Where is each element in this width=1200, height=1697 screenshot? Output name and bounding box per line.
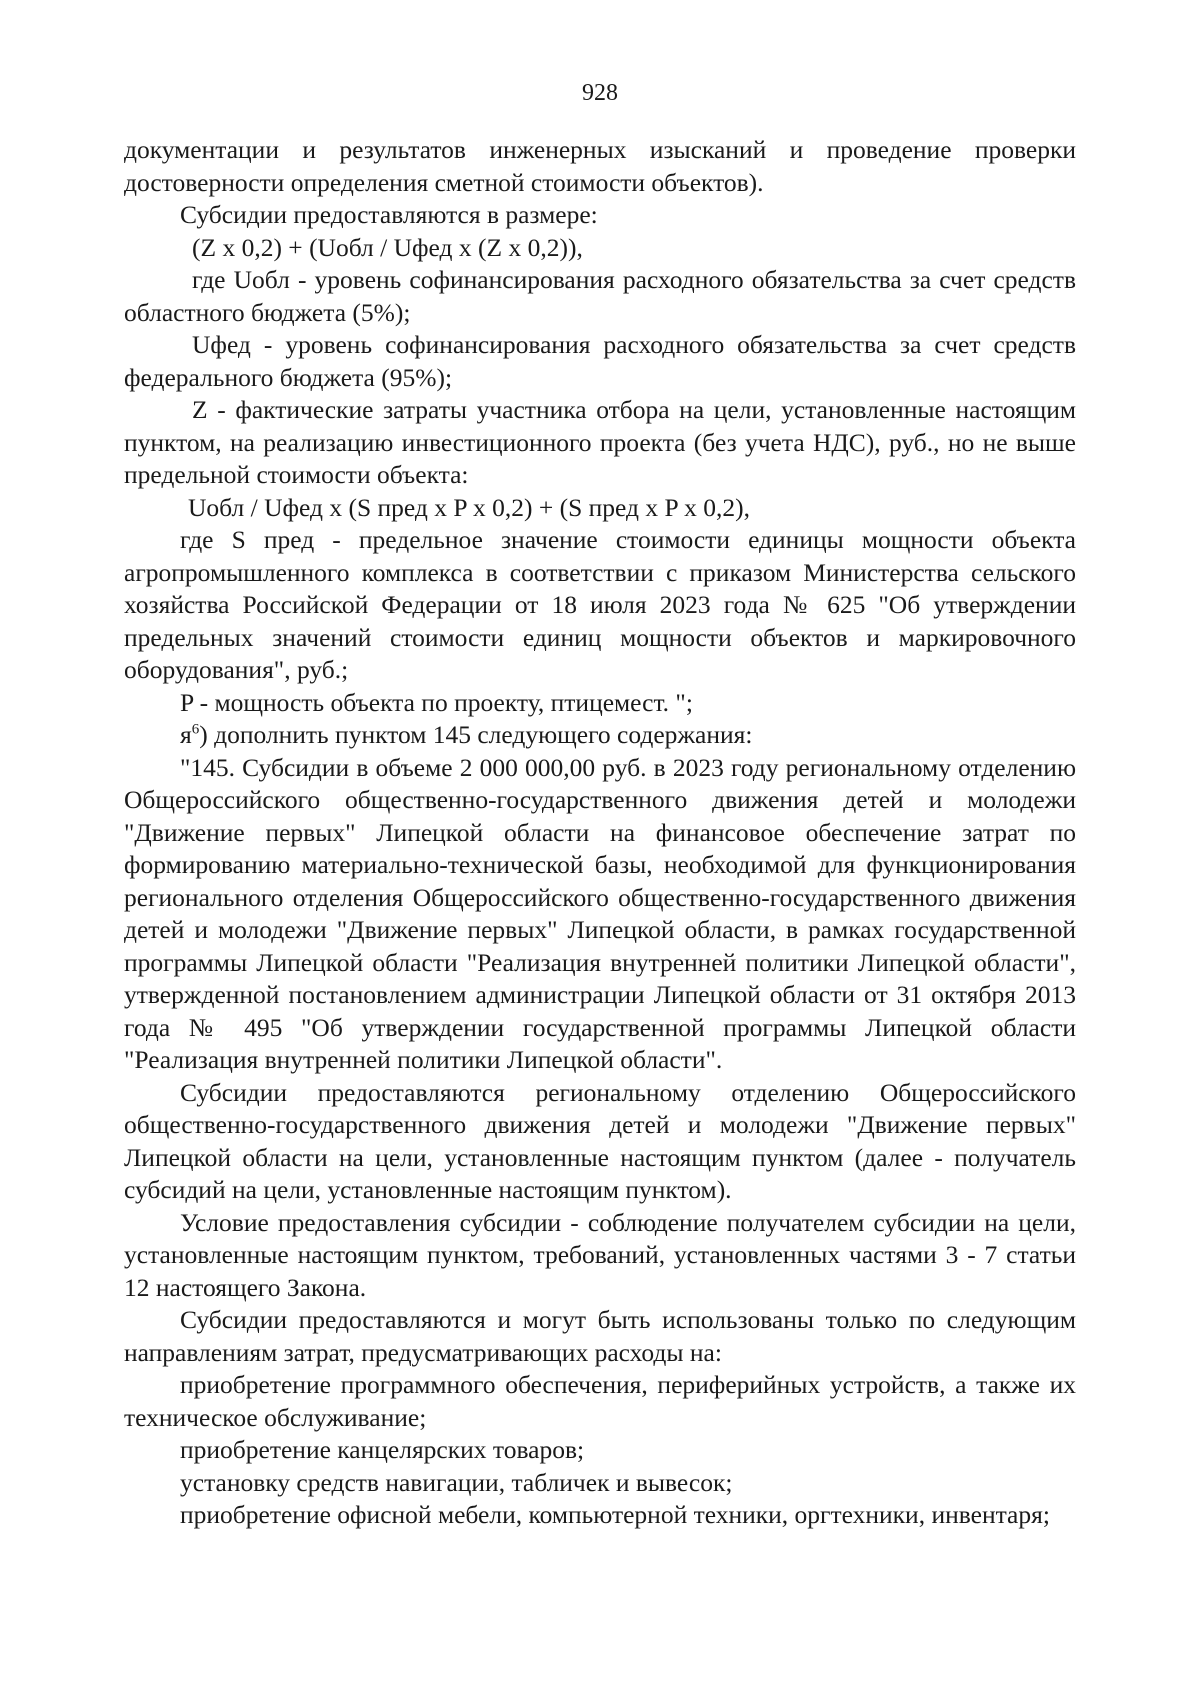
definition-p: P - мощность объекта по проекту, птицемест. ";: [180, 687, 693, 717]
definition-z: Z - фактические затраты участника отбора на цели, установленные настоящим пунктом, на реализацию инвестиционного проекта (без учета НДС), руб., но не выше предельной стоимости объекта:: [124, 395, 1076, 489]
amendment-letter: я: [180, 720, 192, 749]
definition-u-fed: Uфед - уровень софинансирования расходного обязательства за счет средств федерального бюджета (95%);: [124, 330, 1076, 392]
document-body: [124, 134, 1076, 1532]
definition-u-obl: где Uобл - уровень софинансирования расходного обязательства за счет средств областного бюджета (5%);: [124, 265, 1076, 327]
list-item-furniture: приобретение офисной мебели, компьютерной техники, оргтехники, инвентаря;: [180, 1500, 1050, 1529]
page-number: 928: [582, 80, 618, 106]
paragraph-condition: Условие предоставления субсидии - соблюдение получателем субсидии на цели, установленные настоящим пунктом, требований, установленных частями 3 - 7 статьи 12 настоящего Закона.: [124, 1207, 1076, 1302]
amendment-text: ) дополнить пунктом 145 следующего содержания:: [199, 720, 753, 749]
paragraph-directions: Субсидии предоставляются и могут быть использованы только по следующим направлениям затрат, предусматривающих расходы на:: [124, 1305, 1076, 1367]
definition-s-pred: где S пред - предельное значение стоимости единицы мощности объекта агропромышленного комплекса в соответствии с приказом Министерства сельского хозяйства Российской Федерации от 18 июля 2023 года № 625 "Об утверждении предельных значений стоимости единиц мощности объектов и маркировочного оборудования", руб.;: [124, 525, 1076, 684]
paragraph-subsidy-size: Субсидии предоставляются в размере:: [180, 200, 598, 229]
list-item-software: приобретение программного обеспечения, периферийных устройств, а также их техническое обслуживание;: [124, 1370, 1076, 1432]
list-item-navigation: установку средств навигации, табличек и вывесок;: [180, 1467, 733, 1497]
list-item-stationery: приобретение канцелярских товаров;: [180, 1435, 585, 1464]
formula-subsidy: (Z x 0,2) + (Uобл / Uфед x (Z x 0,2)),: [192, 232, 583, 262]
paragraph-continuation: документации и результатов инженерных изысканий и проведение проверки достоверности определения сметной стоимости объектов).: [124, 135, 1076, 197]
paragraph-item-145: "145. Субсидии в объеме 2 000 000,00 руб. в 2023 году региональному отделению Общероссийского общественно-государственного движения детей и молодежи "Движение первых" Липецкой области на финансовое обеспечение затрат по формированию материально-технической базы, необходимой для функционирования регионального отделения Общероссийского общественно-государственного движения детей и молодежи "Движение первых" Липецкой области, в рамках государственной программы Липецкой области "Реализация внутренней политики Липецкой области", утвержденной постановлением администрации Липецкой области от 31 октября 2013 года № 495 "Об утверждении государственной программы Липецкой области "Реализация внутренней политики Липецкой области".: [124, 752, 1076, 1074]
formula-max-cost: Uобл / Uфед x (S пред x P x 0,2) + (S пред x P x 0,2),: [188, 492, 750, 522]
amendment-superscript: 6: [191, 721, 200, 738]
amendment-intro: [124, 719, 1076, 752]
paragraph-recipient: Субсидии предоставляются региональному отделению Общероссийского общественно-государственного движения детей и молодежи "Движение первых" Липецкой области на цели, установленные настоящим пунктом (далее - получатель субсидий на цели, установленные настоящим пунктом).: [124, 1077, 1076, 1204]
